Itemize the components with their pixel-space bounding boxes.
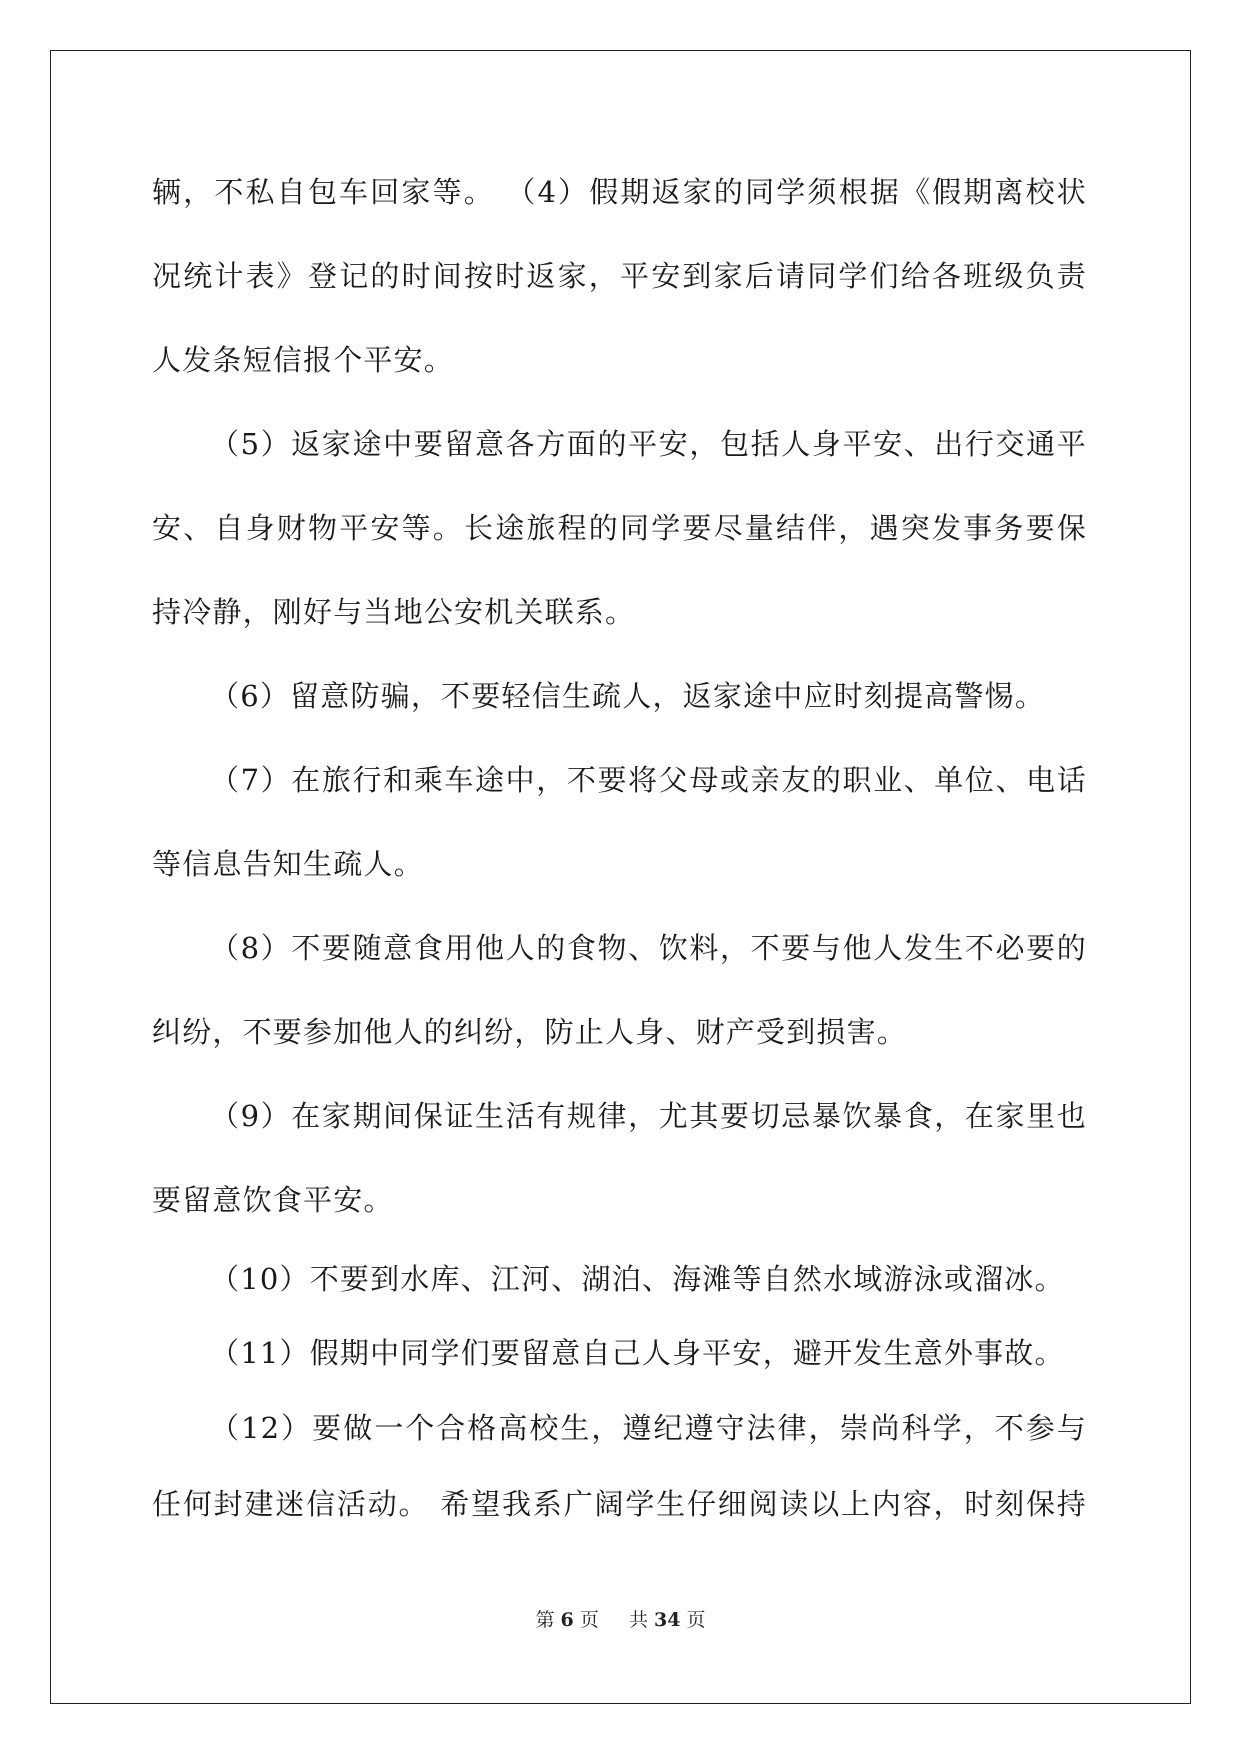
text-line: （11）假期中同学们要留意自己人身平安，避开发生意外事故。 (210, 1336, 1065, 1370)
text-line: （9）在家期间保证生活有规律，尤其要切忌暴饮暴食，在家里也 (210, 1099, 1087, 1133)
text-line: （7）在旅行和乘车途中，不要将父母或亲友的职业、单位、电话 (210, 763, 1087, 797)
total-suffix: 页 (686, 1609, 706, 1631)
text-line: （12）要做一个合格高校生，遵纪遵守法律，崇尚科学，不参与 (210, 1411, 1087, 1445)
text-line: 辆，不私自包车回家等。 （4）假期返家的同学须根据《假期离校状 (152, 175, 1087, 209)
text-line: 况统计表》登记的时间按时返家，平安到家后请同学们给各班级负责 (152, 259, 1087, 293)
text-line: （6）留意防骗，不要轻信生疏人，返家途中应时刻提高警惕。 (210, 679, 1046, 713)
document-body (152, 150, 1087, 1542)
total-pages: 34 (654, 1609, 681, 1631)
text-line: （10）不要到水库、江河、湖泊、海滩等自然水域游泳或溜冰。 (210, 1262, 1065, 1296)
text-line: 持冷静，刚好与当地公安机关联系。 (152, 595, 636, 629)
text-line: （5）返家途中要留意各方面的平安，包括人身平安、出行交通平 (210, 427, 1087, 461)
text-line: 任何封建迷信活动。 希望我系广阔学生仔细阅读以上内容，时刻保持 (152, 1487, 1087, 1521)
text-line: 纠纷，不要参加他人的纠纷，防止人身、财产受到损害。 (152, 1015, 908, 1049)
text-line: 人发条短信报个平安。 (152, 343, 455, 377)
text-line: （8）不要随意食用他人的食物、饮料，不要与他人发生不必要的 (210, 931, 1087, 965)
page-suffix: 页 (579, 1609, 599, 1631)
page-prefix: 第 (535, 1609, 555, 1631)
text-line: 安、自身财物平安等。长途旅程的同学要尽量结伴，遇突发事务要保 (152, 511, 1087, 545)
text-line: 要留意饮食平安。 (152, 1183, 394, 1217)
page-footer (0, 1605, 1241, 1632)
total-prefix: 共 (628, 1609, 648, 1631)
page-number: 6 (560, 1609, 574, 1631)
text-line: 等信息告知生疏人。 (152, 847, 424, 881)
